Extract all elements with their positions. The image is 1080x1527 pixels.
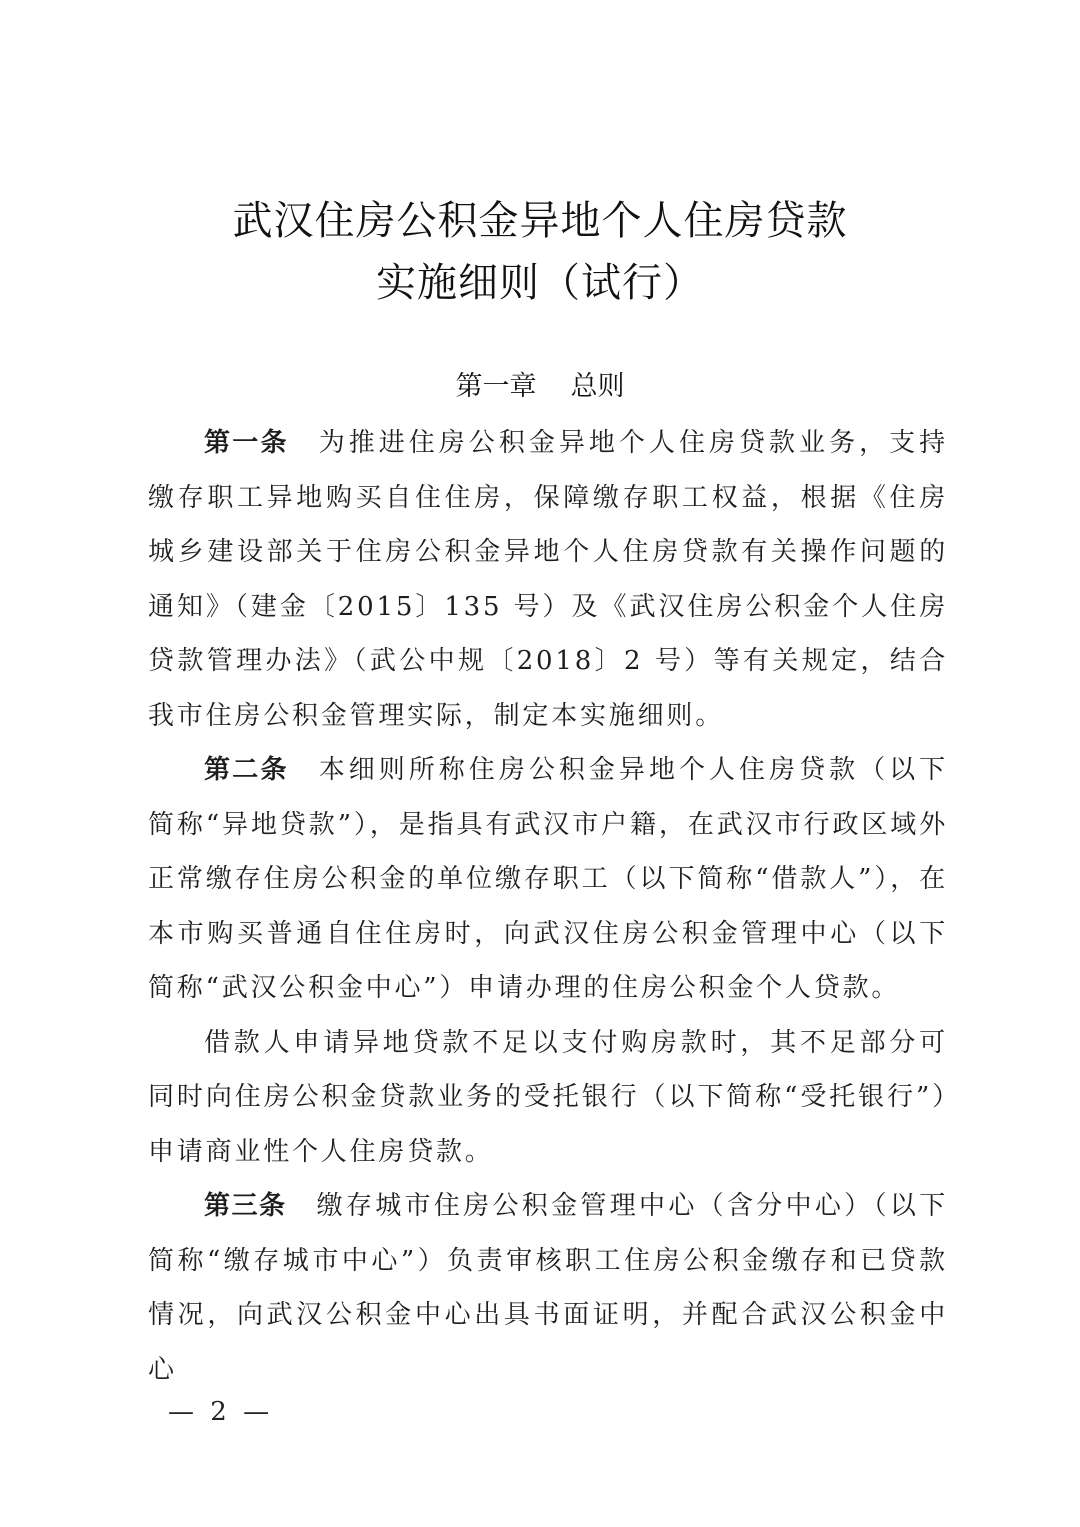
chapter-number: 第一章 [455,371,537,402]
title-line-1: 武汉住房公积金异地个人住房贷款 [232,198,848,244]
article-label: 第三条 [204,1191,287,1221]
article-2-continuation [148,1016,948,1180]
article-label: 第一条 [204,428,289,458]
article-text: 借款人申请异地贷款不足以支付购房款时，其不足部分可同时向住房公积金贷款业务的受托银行（以下简称“受托银行”）申请商业性个人住房贷款。 [148,1027,948,1167]
document-body [148,416,948,1397]
article-text: 为推进住房公积金异地个人住房贷款业务，支持缴存职工异地购买自住住房，保障缴存职工权益，根据《住房城乡建设部关于住房公积金异地个人住房贷款有关操作问题的通知》（建金〔2015〕135 号）及《武汉住房公积金个人住房贷款管理办法》（武公中规〔2018〕2 号）等有关规定，结合我市住房公积金管理实际，制定本实施细则。 [148,428,948,731]
article-2 [148,743,948,1016]
page-number: — 2 — [168,1397,274,1427]
article-3 [148,1179,948,1397]
title-line-2: 实施细则（试行） [376,260,704,306]
article-label: 第二条 [204,755,289,785]
article-text: 本细则所称住房公积金异地个人住房贷款（以下简称“异地贷款”），是指具有武汉市户籍，在武汉市行政区域外正常缴存住房公积金的单位缴存职工（以下简称“借款人”），在本市购买普通自住住房时，向武汉住房公积金管理中心（以下简称“武汉公积金中心”）申请办理的住房公积金个人贷款。 [148,755,948,1003]
article-text: 缴存城市住房公积金管理中心（含分中心）（以下简称“缴存城市中心”）负责审核职工住房公积金缴存和已贷款情况，向武汉公积金中心出具书面证明，并配合武汉公积金中心 [148,1191,948,1385]
chapter-heading [0,362,1080,412]
chapter-title: 总则 [570,371,625,402]
document-title [0,190,1080,314]
article-1 [148,416,948,743]
